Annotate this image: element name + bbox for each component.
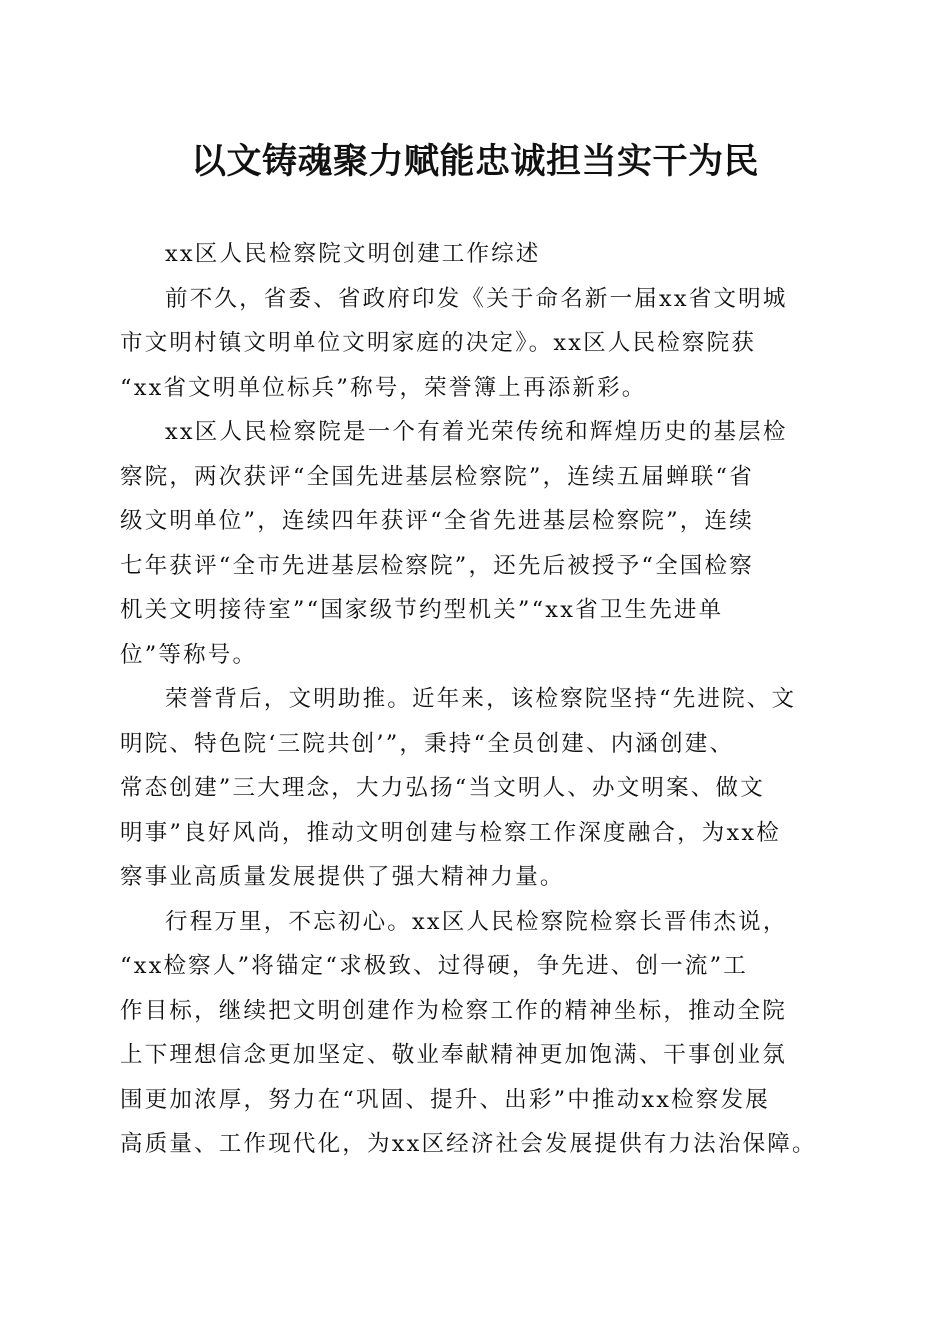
paragraph-4 xyxy=(120,900,832,1167)
paragraph-4-line-5: 围更加浓厚，努力在“巩固、提升、出彩”中推动xx检察发展 xyxy=(120,1086,770,1113)
paragraph-2-line-3: 级文明单位”，连续四年获评“全省先进基层检察院”，连续 xyxy=(120,508,754,534)
paragraph-3-line-2: 明院、特色院‘三院共创’”，秉持“全员创建、内涵创建、 xyxy=(120,730,735,757)
paragraph-1-line-2: 市文明村镇文明单位文明家庭的决定》。xx区人民检察院获 xyxy=(120,330,757,356)
paragraph-4-line-4: 上下理想信念更加坚定、敬业奉献精神更加饱满、干事创业氛 xyxy=(120,1042,787,1068)
paragraph-2-line-5: 机关文明接待室”“国家级节约型机关”“xx省卫生先进单 xyxy=(120,597,724,623)
paragraph-3 xyxy=(120,677,832,900)
subtitle-line: xx区人民检察院文明创建工作综述 xyxy=(165,241,541,267)
subtitle-paragraph xyxy=(120,232,832,277)
paragraph-4-line-1: 行程万里，不忘初心。xx区人民检察院检察长晋伟杰说， xyxy=(165,908,788,935)
paragraph-3-line-5: 察事业高质量发展提供了强大精神力量。 xyxy=(120,864,565,890)
paragraph-2-line-2: 察院，两次获评“全国先进基层检察院”，连续五届蝉联“省 xyxy=(120,463,754,490)
paragraph-2-line-4: 七年获评“全市先进基层检察院”，还先后被授予“全国检察 xyxy=(120,552,754,579)
paragraph-2-line-6: 位”等称号。 xyxy=(120,641,258,668)
paragraph-3-line-1: 荣誉背后，文明助推。近年来，该检察院坚持“先进院、文 xyxy=(165,686,797,712)
paragraph-3-line-3: 常态创建”三大理念，大力弘扬“当文明人、办文明案、做文 xyxy=(120,775,765,801)
paragraph-4-line-6: 高质量、工作现代化，为xx区经济社会发展提供有力法治保障。 xyxy=(120,1131,817,1157)
paragraph-4-line-2: “xx检察人”将锚定“求极致、过得硬，争先进、创一流”工 xyxy=(120,953,748,979)
paragraph-2-line-1: xx区人民检察院是一个有着光荣传统和辉煌历史的基层检 xyxy=(165,419,788,445)
document-body xyxy=(120,232,832,1167)
document-title: 以文铸魂聚力赋能忠诚担当实干为民 xyxy=(190,141,759,182)
paragraph-4-line-3: 作目标，继续把文明创建作为检察工作的精神坐标，推动全院 xyxy=(120,997,787,1024)
paragraph-1-line-1: 前不久，省委、省政府印发《关于命名新一届xx省文明城 xyxy=(165,285,788,312)
paragraph-1-line-3: “xx省文明单位标兵”称号，荣誉簿上再添新彩。 xyxy=(120,374,647,401)
paragraph-3-line-4: 明事”良好风尚，推动文明创建与检察工作深度融合，为xx检 xyxy=(120,819,781,846)
paragraph-2 xyxy=(120,410,832,677)
paragraph-1 xyxy=(120,277,832,411)
